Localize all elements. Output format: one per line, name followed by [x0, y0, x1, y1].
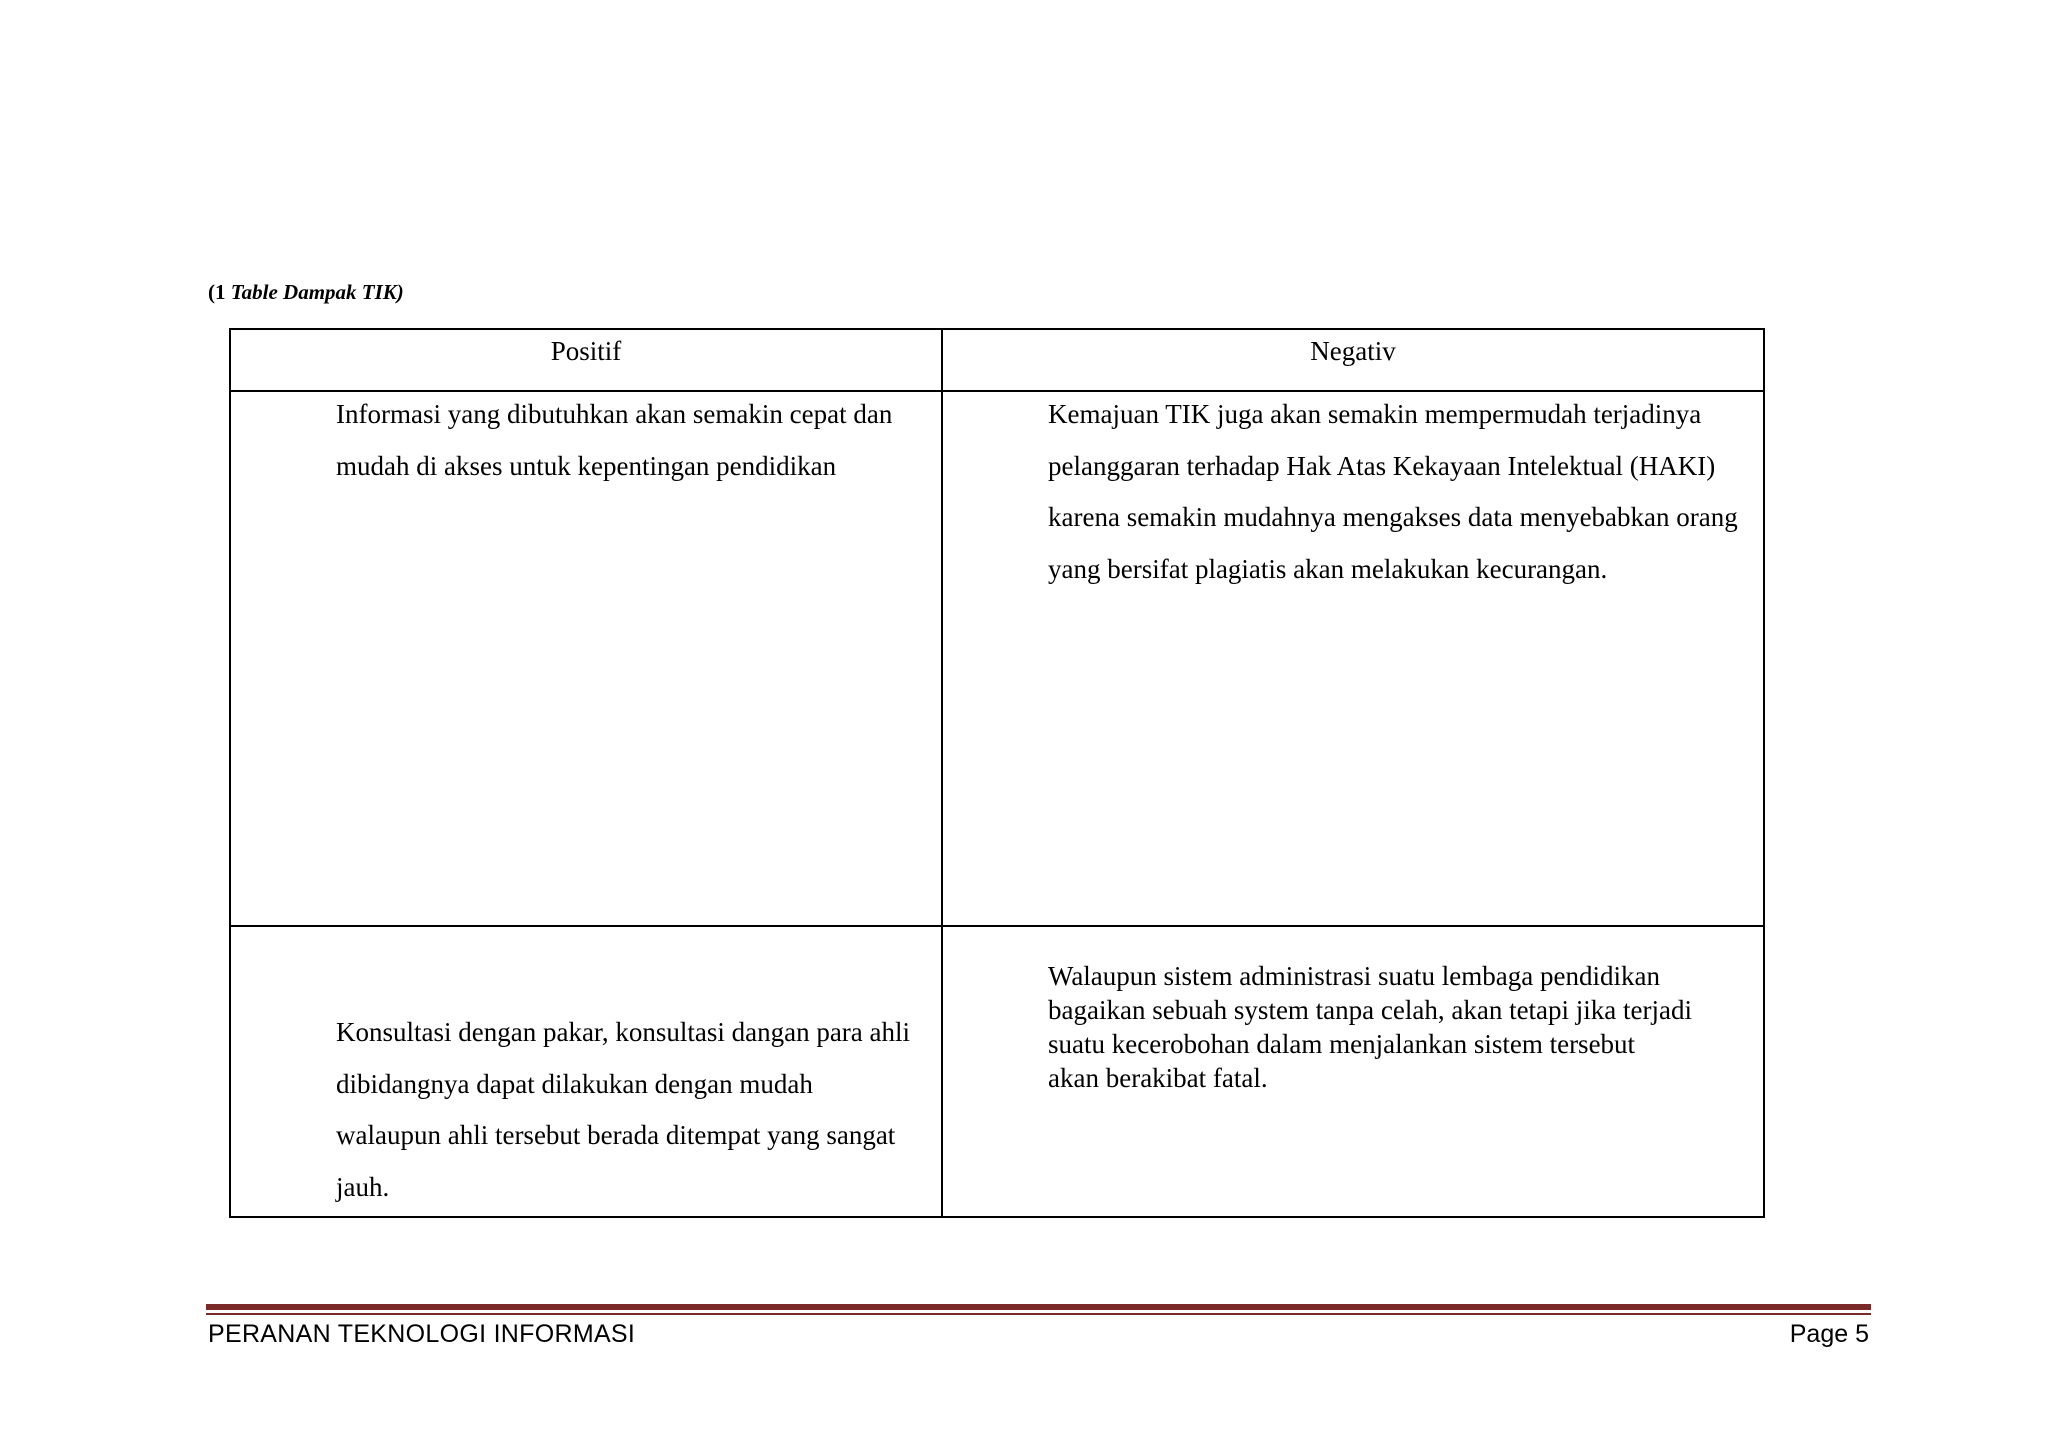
- positive-text: Informasi yang dibutuhkan akan semakin cepat dan mudah di akses untuk kepentingan pendidikan: [336, 399, 893, 481]
- table-caption: [208, 278, 404, 306]
- header-negative: Negativ: [942, 329, 1764, 391]
- footer-title: PERANAN TEKNOLOGI INFORMASI: [208, 1320, 636, 1348]
- caption-title: Table Dampak TIK): [230, 280, 404, 304]
- negative-text-line: bagaikan sebuah system tanpa celah, akan tetapi jika terjadi: [1048, 995, 1692, 1025]
- negative-text-line: akan berakibat fatal.: [1048, 1063, 1268, 1093]
- table-header-row: [230, 329, 1764, 391]
- cell-positive: [230, 391, 942, 926]
- negative-text: [943, 927, 1763, 1095]
- footer-divider: [206, 1304, 1871, 1315]
- negative-text-line: Walaupun sistem administrasi suatu lembaga pendidikan: [1048, 961, 1660, 991]
- page-number: Page 5: [1789, 1320, 1869, 1348]
- cell-negative: [942, 391, 1764, 926]
- caption-number: (1: [208, 280, 226, 304]
- positive-text: Konsultasi dengan pakar, konsultasi dangan para ahli dibidangnya dapat dilakukan dengan mudah walaupun ahli tersebut berada ditempat yang sangat jauh.: [336, 1017, 911, 1202]
- impact-table: [229, 328, 1765, 1218]
- cell-positive: [230, 926, 942, 1217]
- negative-text-line: suatu kecerobohan dalam menjalankan sistem tersebut: [1048, 1029, 1636, 1059]
- header-positive: Positif: [230, 329, 942, 391]
- cell-negative: [942, 926, 1764, 1217]
- negative-text: Kemajuan TIK juga akan semakin mempermudah terjadinya pelanggaran terhadap Hak Atas Kekayaan Intelektual (HAKI) karena semakin mudahnya mengakses data menyebabkan orang yang bersifat plagiatis akan melakukan kecurangan.: [1048, 399, 1738, 584]
- table-row: [230, 391, 1764, 926]
- table-row: [230, 926, 1764, 1217]
